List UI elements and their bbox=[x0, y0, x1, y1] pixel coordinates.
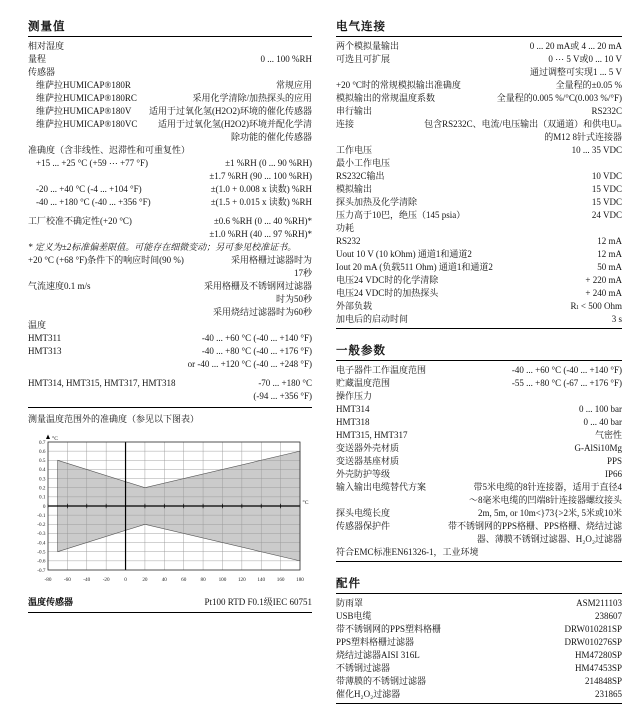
spec-label: 加电后的启动时间 bbox=[336, 314, 409, 324]
spec-label: RS232 bbox=[336, 236, 361, 246]
svg-text:0: 0 bbox=[42, 503, 46, 510]
spec-value: G-AlSi10Mg bbox=[574, 443, 622, 453]
spec-label: +15 ... +25 °C (+59 ⋯ +77 °F) bbox=[36, 158, 149, 168]
spec-row bbox=[28, 144, 312, 157]
svg-text:0.7: 0.7 bbox=[39, 439, 46, 446]
spec-label: 最小工作电压 bbox=[336, 158, 391, 168]
footnote: * 定义为±2标准偏差限值。可能存在细微变动；另可参见校准证书。 bbox=[28, 242, 297, 252]
spec-label: 传感器保护件 bbox=[336, 521, 391, 531]
spec-value: 全量程的±0.05 % bbox=[555, 80, 622, 90]
spec-row bbox=[28, 319, 312, 332]
spec-label: 变送器基座材质 bbox=[336, 456, 400, 466]
spec-value: 24 VDC bbox=[591, 210, 622, 220]
spec-label: Iout 20 mA (负载511 Ohm) 通道1和通道2 bbox=[336, 262, 493, 272]
accuracy-chart bbox=[30, 433, 312, 587]
spec-row bbox=[336, 390, 622, 403]
svg-text:80: 80 bbox=[200, 577, 206, 583]
spec-row bbox=[336, 636, 622, 649]
spec-label: 传感器 bbox=[28, 67, 56, 77]
spec-row bbox=[28, 332, 312, 345]
spec-value: ±1 %RH (0 ... 90 %RH) bbox=[225, 158, 312, 168]
spec-row bbox=[336, 183, 622, 196]
svg-text:120: 120 bbox=[237, 577, 246, 583]
spec-row bbox=[336, 416, 622, 429]
spec-value: 气密性 bbox=[594, 430, 622, 440]
accessories-rows bbox=[336, 597, 622, 701]
spec-value: HM47453SP bbox=[574, 663, 622, 673]
spec-value: 带5米电缆的8针连接器，适用于直径4 bbox=[473, 482, 622, 492]
spec-value: 0 ⋯ 5 V或0 ... 10 V bbox=[548, 54, 622, 64]
spec-label: 准确度（含非线性、迟滞性和可重复性） bbox=[28, 145, 191, 155]
spec-label: 贮藏温度范围 bbox=[336, 378, 391, 388]
accuracy-band-plot bbox=[30, 433, 314, 585]
spec-value: 0 ... 100 bar bbox=[579, 404, 622, 414]
spec-row bbox=[336, 287, 622, 300]
svg-text:0: 0 bbox=[124, 577, 127, 583]
spec-row bbox=[336, 170, 622, 183]
svg-text:-0.3: -0.3 bbox=[37, 531, 46, 538]
spec-label: 连接 bbox=[336, 119, 355, 129]
spec-value: 214848SP bbox=[584, 676, 622, 686]
spec-value: ±1.0 %RH (40 ... 97 %RH)* bbox=[209, 229, 312, 239]
spec-row bbox=[28, 377, 312, 390]
svg-text:-60: -60 bbox=[63, 577, 71, 583]
spec-row bbox=[336, 377, 622, 390]
spec-row bbox=[28, 358, 312, 371]
spec-label: 维萨拉HUMICAP®180V bbox=[36, 106, 132, 116]
spec-value: 采用烧结过滤器时为60秒 bbox=[212, 307, 312, 317]
spec-value: RS232C bbox=[591, 106, 622, 116]
spec-value: DRW010276SP bbox=[564, 637, 622, 647]
spec-label: +20 °C时的常规模拟输出准确度 bbox=[336, 80, 461, 90]
spec-value: 3 s bbox=[611, 314, 622, 324]
spec-row bbox=[336, 40, 622, 53]
spec-label: 操作压力 bbox=[336, 391, 373, 401]
spec-row bbox=[336, 364, 622, 377]
spec-value: DRW010281SP bbox=[564, 624, 622, 634]
spec-label: USB电缆 bbox=[336, 611, 372, 621]
svg-text:0.5: 0.5 bbox=[39, 458, 46, 465]
svg-text:60: 60 bbox=[181, 577, 187, 583]
spec-label: 模拟输出 bbox=[336, 184, 373, 194]
spec-row bbox=[28, 105, 312, 118]
measured-values-rows bbox=[28, 40, 312, 426]
temperature-sensor-row bbox=[28, 596, 312, 613]
spec-label: 压力高于10巴，绝压（145 psia） bbox=[336, 210, 466, 220]
spec-row bbox=[28, 215, 312, 228]
spec-row bbox=[336, 235, 622, 248]
svg-text:-0.6: -0.6 bbox=[37, 558, 46, 565]
spec-label: -40 ... +180 °C (-40 ... +356 °F) bbox=[36, 197, 151, 207]
spec-row bbox=[336, 118, 622, 131]
spec-label: 量程 bbox=[28, 54, 47, 64]
svg-text:160: 160 bbox=[276, 577, 285, 583]
spec-label: HMT315, HMT317 bbox=[336, 430, 408, 440]
svg-text:-0.4: -0.4 bbox=[37, 540, 46, 547]
spec-label: 测量温度范围外的准确度（参见以下图表） bbox=[28, 414, 200, 424]
spec-row bbox=[336, 157, 622, 170]
divider bbox=[28, 407, 312, 408]
svg-text:0.4: 0.4 bbox=[39, 467, 46, 474]
spec-value: 采用化学清除/加热探头的应用 bbox=[192, 93, 312, 103]
svg-text:20: 20 bbox=[142, 577, 148, 583]
spec-value: Pt100 RTD F0.1级IEC 60751 bbox=[204, 597, 312, 607]
spec-row bbox=[28, 183, 312, 196]
spec-row bbox=[336, 442, 622, 455]
spec-row bbox=[336, 248, 622, 261]
section-title-accessories: 配件 bbox=[336, 575, 622, 594]
svg-text:180: 180 bbox=[296, 577, 304, 583]
spec-row bbox=[28, 170, 312, 183]
spec-label: HMT314, HMT315, HMT317, HMT318 bbox=[28, 378, 176, 388]
spec-value: or -40 ... +120 °C (-40 ... +248 °F) bbox=[187, 359, 312, 369]
spec-value: 采用格栅及不锈钢网过滤器 bbox=[203, 281, 312, 291]
spec-value: IP66 bbox=[604, 469, 622, 479]
spec-value: ASM211103 bbox=[576, 598, 622, 608]
spec-value: 15 VDC bbox=[591, 197, 622, 207]
spec-value: 0 ... 40 bar bbox=[583, 417, 622, 427]
spec-label: 探头加热及化学清除 bbox=[336, 197, 418, 207]
spec-label: 相对湿度 bbox=[28, 41, 65, 51]
spec-row bbox=[336, 92, 622, 105]
spec-value: ±0.6 %RH (0 ... 40 %RH)* bbox=[213, 216, 312, 226]
spec-label: 可选且可扩展 bbox=[336, 54, 391, 64]
svg-text:0.1: 0.1 bbox=[39, 494, 46, 501]
spec-row bbox=[336, 196, 622, 209]
spec-row bbox=[28, 267, 312, 280]
svg-text:°C: °C bbox=[52, 436, 58, 442]
section-electrical-connections bbox=[336, 18, 622, 329]
spec-row bbox=[336, 662, 622, 675]
spec-row bbox=[336, 623, 622, 636]
spec-value: 除功能的催化传感器 bbox=[230, 132, 312, 142]
spec-row bbox=[336, 429, 622, 442]
spec-row bbox=[336, 533, 622, 546]
spec-label: 催化H₂O₂过滤器 bbox=[336, 689, 401, 699]
spec-label: 温度传感器 bbox=[28, 597, 74, 607]
left-column bbox=[28, 18, 312, 613]
spec-label: 防雨罩 bbox=[336, 598, 364, 608]
spec-value: 包含RS232C、电流/电压输出（双通道）和供电Uᵢₙ bbox=[424, 119, 622, 129]
spec-row bbox=[336, 53, 622, 66]
section-title-electrical: 电气连接 bbox=[336, 18, 622, 37]
section-title-general: 一般参数 bbox=[336, 342, 622, 361]
svg-text:100: 100 bbox=[218, 577, 227, 583]
spec-value: 常规应用 bbox=[275, 80, 312, 90]
svg-text:-0.5: -0.5 bbox=[37, 549, 46, 556]
spec-value: 采用格栅过滤器时为 bbox=[230, 255, 312, 265]
spec-value: -70 ... +180 °C bbox=[258, 378, 312, 388]
spec-row bbox=[336, 300, 622, 313]
spec-row bbox=[28, 228, 312, 241]
spec-label: 带不锈钢网的PPS塑料格栅 bbox=[336, 624, 442, 634]
spec-label: 维萨拉HUMICAP®180R bbox=[36, 80, 131, 90]
spec-value: 17秒 bbox=[293, 268, 312, 278]
spec-row bbox=[336, 494, 622, 507]
spec-value: 0 ... 20 mA或 4 ... 20 mA bbox=[529, 41, 622, 51]
spec-row bbox=[336, 597, 622, 610]
spec-label: -20 ... +40 °C (-4 ... +104 °F) bbox=[36, 184, 142, 194]
spec-row bbox=[336, 403, 622, 416]
spec-value: 全量程的0.005 %/°C(0.003 %/°F) bbox=[496, 93, 622, 103]
svg-text:°C: °C bbox=[302, 500, 309, 506]
spec-row bbox=[336, 481, 622, 494]
spec-label: 维萨拉HUMICAP®180VC bbox=[36, 119, 138, 129]
spec-row bbox=[336, 610, 622, 623]
spec-label: RS232C输出 bbox=[336, 171, 385, 181]
spec-row bbox=[28, 66, 312, 79]
spec-row bbox=[28, 293, 312, 306]
spec-value: ±(1.5 + 0.015 x 读数) %RH bbox=[210, 197, 312, 207]
spec-row bbox=[336, 313, 622, 326]
spec-value: -40 ... +80 °C (-40 ... +176 °F) bbox=[201, 346, 312, 356]
spec-label: 温度 bbox=[28, 320, 47, 330]
svg-text:0.2: 0.2 bbox=[39, 485, 46, 492]
spec-row bbox=[336, 649, 622, 662]
spec-value: ～8毫米电缆的凹端8针连接器螺纹接头 bbox=[468, 495, 622, 505]
spec-label: 工厂校准不确定性(+20 °C) bbox=[28, 216, 132, 226]
spec-value: + 220 mA bbox=[585, 275, 622, 285]
spec-row bbox=[28, 413, 312, 426]
section-general-parameters bbox=[336, 342, 622, 562]
spec-label: 不锈钢过滤器 bbox=[336, 663, 391, 673]
spec-row bbox=[28, 306, 312, 319]
spec-label: 探头电缆长度 bbox=[336, 508, 391, 518]
spec-row bbox=[336, 468, 622, 481]
spec-value: 器、薄膜不锈钢过滤器、H₂O₂过滤器 bbox=[476, 534, 622, 544]
spec-label: 串行输出 bbox=[336, 106, 373, 116]
svg-text:40: 40 bbox=[161, 577, 167, 583]
spec-value: Rₗ < 500 Ohm bbox=[570, 301, 622, 311]
spec-value: 10 ... 35 VDC bbox=[571, 145, 622, 155]
spec-value: 的M12 8针式连接器 bbox=[544, 132, 622, 142]
spec-label: 功耗 bbox=[336, 223, 355, 233]
spec-value: 适用于过氧化氢(H2O2)环境并配化学清 bbox=[158, 119, 312, 129]
spec-value: ±1.7 %RH (90 ... 100 %RH) bbox=[209, 171, 312, 181]
spec-row bbox=[336, 222, 622, 235]
spec-value: 50 mA bbox=[597, 262, 622, 272]
spec-text: 符合EMC标准EN61326-1，工业环境 bbox=[336, 547, 479, 557]
spec-label: HMT314 bbox=[336, 404, 370, 414]
svg-text:-80: -80 bbox=[44, 577, 52, 583]
spec-label: HMT318 bbox=[336, 417, 370, 427]
spec-value: -55 ... +80 °C (-67 ... +176 °F) bbox=[511, 378, 622, 388]
svg-text:-0.1: -0.1 bbox=[37, 512, 46, 519]
electrical-rows bbox=[336, 40, 622, 326]
svg-text:-40: -40 bbox=[83, 577, 91, 583]
spec-value: 10 VDC bbox=[591, 171, 622, 181]
spec-row bbox=[28, 390, 312, 403]
spec-value: 0 ... 100 %RH bbox=[260, 54, 312, 64]
spec-label: 两个模拟量输出 bbox=[336, 41, 400, 51]
spec-value: 231865 bbox=[595, 689, 622, 699]
spec-label: 变送器外壳材质 bbox=[336, 443, 400, 453]
section-title-measured-values: 测量值 bbox=[28, 18, 312, 37]
spec-row bbox=[336, 675, 622, 688]
spec-label: +20 °C (+68 °F)条件下的响应时间(90 %) bbox=[28, 255, 184, 265]
spec-value: 12 mA bbox=[597, 249, 622, 259]
spec-value: 通过调整可实现1 ... 5 V bbox=[530, 67, 622, 77]
spec-row bbox=[336, 688, 622, 701]
spec-label: 工作电压 bbox=[336, 145, 373, 155]
spec-label: PPS塑料格栅过滤器 bbox=[336, 637, 415, 647]
spec-value: 15 VDC bbox=[591, 184, 622, 194]
spec-label: 外部负载 bbox=[336, 301, 373, 311]
spec-value: 适用于过氧化氢(H2O2)环境的催化传感器 bbox=[149, 106, 312, 116]
spec-value: -40 ... +60 °C (-40 ... +140 °F) bbox=[511, 365, 622, 375]
svg-text:0.3: 0.3 bbox=[39, 476, 46, 483]
spec-row bbox=[28, 254, 312, 267]
spec-label: Uout 10 V (10 kOhm) 通道1和通道2 bbox=[336, 249, 472, 259]
spec-row bbox=[28, 79, 312, 92]
svg-text:0.6: 0.6 bbox=[39, 448, 46, 455]
spec-row bbox=[336, 455, 622, 468]
spec-value: 带不锈钢网的PPS格栅、PPS格栅、烧结过滤 bbox=[447, 521, 622, 531]
svg-text:-0.2: -0.2 bbox=[37, 522, 46, 529]
spec-row bbox=[28, 157, 312, 170]
spec-row bbox=[336, 66, 622, 79]
spec-row bbox=[336, 520, 622, 533]
spec-value: (-94 ... +356 °F) bbox=[253, 391, 312, 401]
spec-label: 电子器件工作温度范围 bbox=[336, 365, 427, 375]
section-accessories bbox=[336, 575, 622, 704]
spec-value: -40 ... +60 °C (-40 ... +140 °F) bbox=[201, 333, 312, 343]
spec-value: + 240 mA bbox=[585, 288, 622, 298]
svg-text:-0.7: -0.7 bbox=[37, 567, 46, 574]
spec-label: 外壳防护等级 bbox=[336, 469, 391, 479]
spec-value: ±(1.0 + 0.008 x 读数) %RH bbox=[210, 184, 312, 194]
spec-row bbox=[336, 79, 622, 92]
spec-label: 电压24 VDC时的化学清除 bbox=[336, 275, 439, 285]
spec-label: HMT311 bbox=[28, 333, 62, 343]
spec-value: 238607 bbox=[595, 611, 622, 621]
svg-text:-20: -20 bbox=[102, 577, 110, 583]
spec-row bbox=[28, 53, 312, 66]
spec-value: PPS bbox=[606, 456, 622, 466]
spec-value: 12 mA bbox=[597, 236, 622, 246]
spec-row bbox=[28, 118, 312, 131]
spec-row bbox=[28, 196, 312, 209]
spec-label: HMT313 bbox=[28, 346, 62, 356]
general-rows bbox=[336, 364, 622, 559]
spec-row bbox=[336, 105, 622, 118]
spec-label: 带薄膜的不锈钢过滤器 bbox=[336, 676, 427, 686]
spec-label: 电压24 VDC时的加热探头 bbox=[336, 288, 439, 298]
spec-row bbox=[28, 131, 312, 144]
spec-row bbox=[336, 507, 622, 520]
spec-label: 维萨拉HUMICAP®180RC bbox=[36, 93, 137, 103]
spec-value: HM47280SP bbox=[574, 650, 622, 660]
spec-row bbox=[28, 92, 312, 105]
spec-row bbox=[336, 274, 622, 287]
right-column bbox=[336, 18, 622, 717]
spec-label: 输入输出电缆替代方案 bbox=[336, 482, 427, 492]
spec-label: 模拟输出的常规温度系数 bbox=[336, 93, 436, 103]
spec-row bbox=[336, 131, 622, 144]
spec-row bbox=[336, 144, 622, 157]
svg-text:140: 140 bbox=[257, 577, 266, 583]
spec-label: 烧结过滤器AISI 316L bbox=[336, 650, 420, 660]
spec-value: 2m, 5m, or 10m<}73{>2米, 5米或10米 bbox=[477, 508, 622, 518]
spec-row bbox=[28, 280, 312, 293]
spec-row bbox=[28, 345, 312, 358]
spec-label: 气流速度0.1 m/s bbox=[28, 281, 91, 291]
spec-row bbox=[336, 261, 622, 274]
spec-row bbox=[28, 40, 312, 53]
spec-row bbox=[336, 209, 622, 222]
spec-value: 时为50秒 bbox=[275, 294, 312, 304]
